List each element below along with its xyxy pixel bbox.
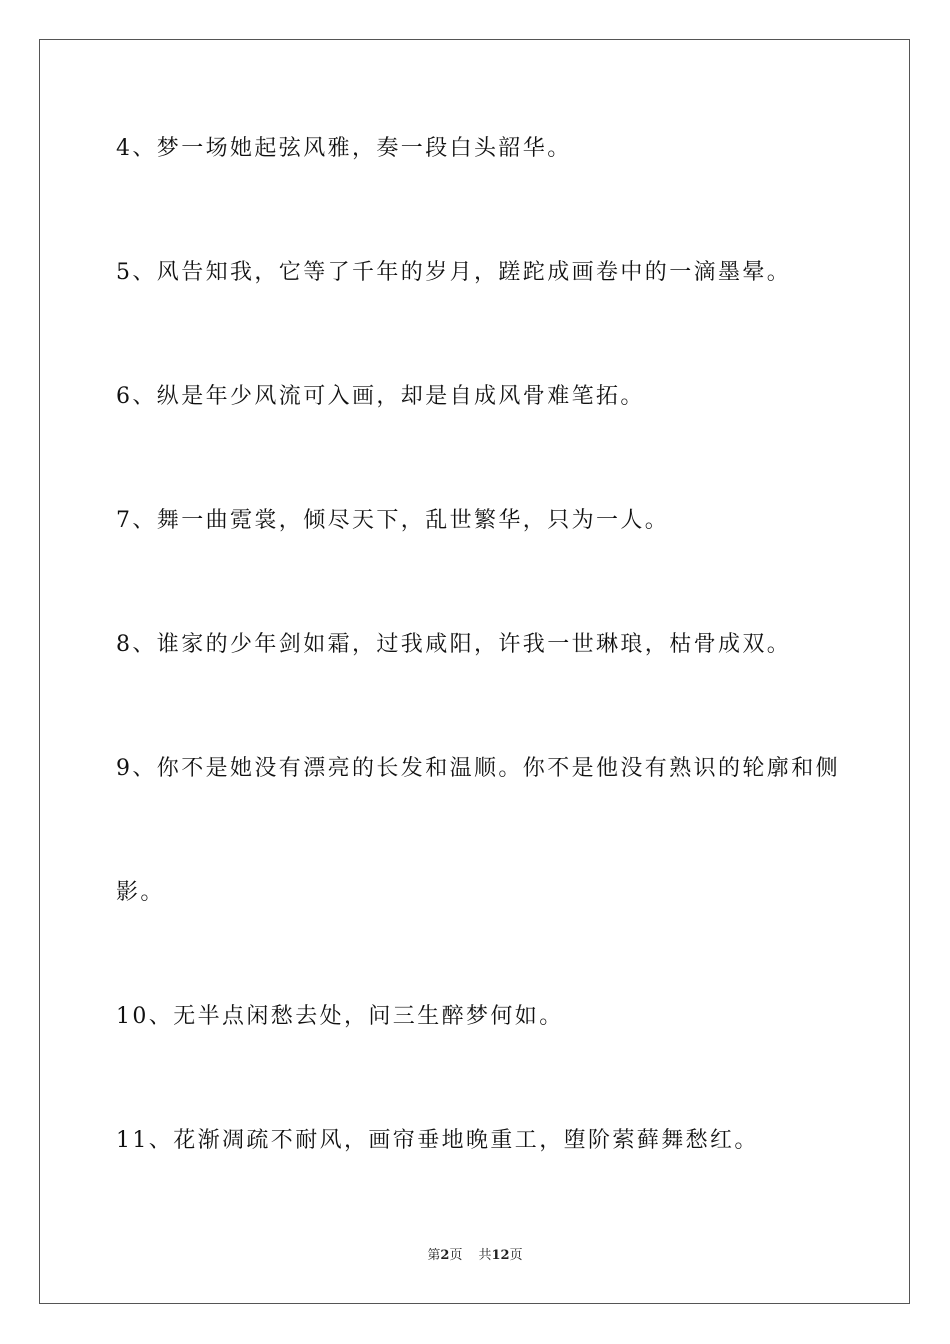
total-pages: 12: [491, 1248, 510, 1263]
page-footer: [0, 1247, 950, 1265]
text-line-7: 7、舞一曲霓裳，倾尽天下，乱世繁华，只为一人。: [116, 508, 670, 533]
text-line-11: 11、花渐凋疏不耐风，画帘垂地晚重工，堕阶萦藓舞愁红。: [116, 1128, 759, 1153]
text-line-9: 9、你不是她没有漂亮的长发和温顺。你不是他没有熟识的轮廓和侧: [116, 756, 840, 781]
text-line-10: 10、无半点闲愁去处，问三生醉梦何如。: [116, 1004, 564, 1029]
total-suffix: 页: [509, 1248, 523, 1263]
page-frame: [39, 39, 910, 1304]
total-prefix: 共: [478, 1248, 492, 1263]
text-line-8: 8、谁家的少年剑如霜，过我咸阳，许我一世琳琅，枯骨成双。: [116, 632, 792, 657]
page-prefix: 第: [427, 1248, 441, 1263]
text-line-5: 5、风告知我，它等了千年的岁月，蹉跎成画卷中的一滴墨晕。: [116, 260, 792, 285]
page-suffix: 页: [449, 1248, 463, 1263]
page-number: 2: [440, 1248, 450, 1263]
text-line-9-cont: 影。: [116, 880, 165, 905]
text-line-6: 6、纵是年少风流可入画，却是自成风骨难笔拓。: [116, 384, 645, 409]
text-line-4: 4、梦一场她起弦风雅，奏一段白头韶华。: [116, 136, 572, 161]
